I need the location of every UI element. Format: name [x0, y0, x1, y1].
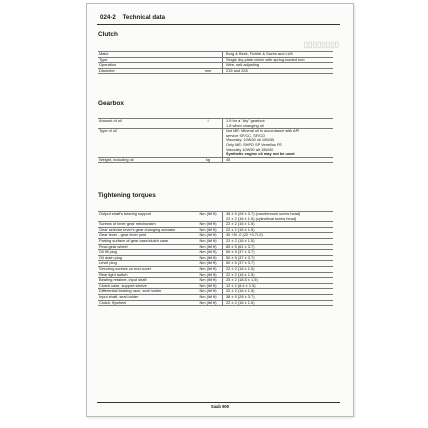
value-line: 30 +5/ -0 (22 +3.7/-0): [226, 232, 263, 238]
row-label: Screws of inner gear mechanism: [99, 221, 156, 227]
value-line: 1.8 when changing oil: [226, 122, 264, 128]
footer-rule: [97, 402, 340, 403]
row-unit: Nm (lbf ft): [199, 299, 217, 305]
row-value: [222, 69, 333, 74]
value-line: 85 ± 5 (61 ± 3.7): [226, 243, 255, 249]
row-unit: Nm (lbf ft): [199, 271, 217, 277]
page-header: [100, 14, 170, 21]
value-line: 22 ± 2 (16 ± 1.5): [226, 221, 255, 227]
row-value: [222, 267, 333, 272]
row-unit: Nm (lbf ft): [199, 237, 217, 243]
value-line: Viscosity: 10W30 oil 10W40: [226, 137, 275, 143]
row-unit: Nm (lbf ft): [199, 277, 217, 283]
value-line: Borg & Beck, Fichtel & Sachs and LUK: [226, 51, 294, 56]
row-label: Differential bearing race, seal holder: [99, 288, 162, 294]
value-line: 12 ± 2 (8.4 ± 1.5): [226, 282, 256, 288]
gearbox-heading: Gearbox: [98, 100, 124, 107]
manual-page: [86, 3, 354, 417]
row-label: Output shaft's bearing support: [99, 211, 152, 216]
row-unit: Nm (lbf ft): [199, 249, 217, 255]
row-label: Level plug: [99, 260, 117, 266]
value-line: 22 ± 2 (16 ± 1.5): [226, 237, 255, 243]
table-row: [98, 301, 333, 307]
value-line: 22 ± 2 (16 ± 1.5): [226, 265, 255, 271]
row-unit: Nm (lbf ft): [199, 288, 217, 294]
value-line: Viscosity 10W30 alt 15W40: [226, 146, 274, 152]
page-number: 024-2: [100, 14, 116, 21]
table-row: [98, 69, 333, 75]
row-label: Type of oil: [99, 128, 117, 134]
value-line: service SF/CC, SF/CD: [226, 132, 265, 138]
row-label: Type: [99, 56, 108, 62]
page-footer: Saab 900: [210, 404, 230, 409]
row-label: Parting surface of gear case/clutch case: [99, 237, 169, 243]
row-value: [222, 129, 333, 157]
row-value: [222, 119, 333, 128]
row-label: Operation: [99, 62, 117, 68]
row-unit: Nm (lbf ft): [199, 211, 217, 216]
row-label: Gear selector lever's gear changing actuator: [99, 226, 176, 232]
row-value: [222, 158, 333, 163]
row-value: [222, 239, 333, 244]
value-line: 22 ± 2 (16 ± 1.5): [226, 271, 255, 277]
row-label: Weight, including oil: [99, 156, 134, 162]
value-line: Single dry-plate clutch with spring-loaded hub: [226, 56, 305, 62]
row-unit: Nm (lbf ft): [199, 232, 217, 238]
clutch-table: [98, 51, 333, 74]
row-label: Diameter: [99, 67, 115, 73]
row-value: [222, 295, 333, 300]
row-unit: Nm (lbf ft): [199, 243, 217, 249]
row-label: Clutch, flywheel: [99, 299, 127, 305]
value-line: Wire, self-adjusting: [226, 62, 260, 68]
row-unit: Nm (lbf ft): [199, 265, 217, 271]
value-line: 38 ± 5 (28 ± 3.7): [226, 293, 255, 299]
clutch-heading: Clutch: [98, 31, 118, 38]
row-unit: l: [207, 118, 209, 123]
value-line: 50 ± 5 (37 ± 3.7): [226, 254, 255, 260]
row-unit: Nm (lbf ft): [199, 221, 217, 227]
row-unit: Nm (lbf ft): [199, 260, 217, 266]
gearbox-table: [98, 118, 333, 163]
value-line: 22 ± 2 (16 ± 1.5) (cylindrical screw head): [226, 215, 297, 221]
value-line: 38 ± 5 (28 ± 3.7) (countersunk screw head): [226, 211, 301, 216]
value-line: 215 and 228: [226, 67, 248, 73]
row-label: Make: [99, 51, 109, 56]
row-value: [222, 52, 333, 57]
row-unit: Nm (lbf ft): [199, 282, 217, 288]
value-line: 25 ± 2 (18.5 ± 1.5): [226, 277, 258, 283]
value-line: 50 ± 5 (37 ± 3.7): [226, 260, 255, 266]
value-line: Only ME: SHPD SP Venellus FE: [226, 141, 282, 147]
header-rule: [97, 24, 340, 25]
row-unit: kg: [205, 156, 211, 162]
value-line: Not ME: Mineral oil in accordance with API: [226, 128, 300, 134]
row-label: Final gear wheel: [99, 243, 128, 249]
table-row: [98, 158, 333, 164]
bleed-through-text: ▯▯▯▯▯▯▯▯: [303, 40, 339, 49]
row-label: Clutch case, support sleeve: [99, 282, 147, 288]
torques-heading: Tightening torques: [98, 192, 156, 199]
torques-table: [98, 211, 333, 306]
row-label: Input shaft, seal holder: [99, 293, 139, 299]
row-unit: Nm (lbf ft): [199, 254, 217, 260]
row-label: Oil drain plug: [99, 254, 122, 260]
value-line: 45: [226, 156, 231, 162]
value-line: 22 ± 2 (16 ± 1.5): [226, 226, 255, 232]
row-label: Rear light switch: [99, 271, 128, 277]
row-value: [222, 212, 333, 221]
row-unit: Nm (lbf ft): [199, 226, 217, 232]
value-line: 1.9 for a "dry" gearbox: [226, 118, 265, 123]
row-unit: mm: [204, 67, 212, 73]
value-line: 22 ± 2 (16 ± 1.5): [226, 288, 255, 294]
row-unit: Nm (lbf ft): [199, 293, 217, 299]
row-label: Securing screws on end cover: [99, 265, 152, 271]
row-label: Bearing retainer, input shaft: [99, 277, 147, 283]
row-label: Oil fill plug: [99, 249, 117, 255]
value-warning: Synthetic engine oil may not be used: [226, 151, 295, 157]
page-title: Technical data: [122, 14, 166, 21]
row-label: Amount of oil: [99, 118, 122, 123]
table-row: [98, 129, 333, 158]
value-line: 50 ± 5 (37 ± 3.7): [226, 249, 255, 255]
value-line: 22 ± 2 (16 ± 1.5): [226, 299, 255, 305]
row-label: Gear lever - gear lever joint: [99, 232, 147, 238]
row-value: [222, 301, 333, 306]
